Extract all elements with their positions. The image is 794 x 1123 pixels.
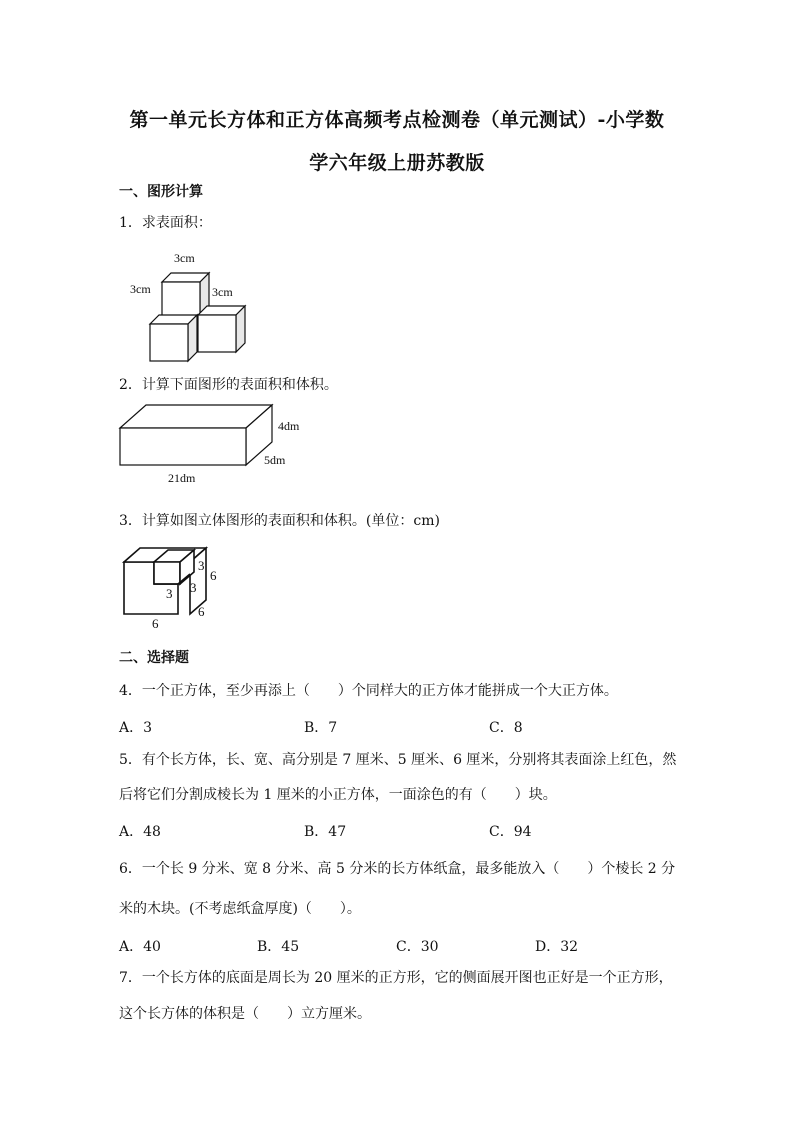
q2-label-height: 4dm xyxy=(278,419,300,433)
q4-option-b[interactable]: B．7 xyxy=(304,720,338,736)
q5-option-c[interactable]: C．94 xyxy=(489,824,532,840)
q2-label-length: 21dm xyxy=(168,471,196,485)
q1-label-left: 3cm xyxy=(130,282,151,296)
q5-option-a[interactable]: A．48 xyxy=(119,824,161,840)
section-heading-choice: 二、选择题 xyxy=(119,650,189,666)
q6-option-c[interactable]: C．30 xyxy=(396,939,439,955)
question-3-figure xyxy=(118,542,228,630)
question-5-line1: 5．有个长方体，长、宽、高分别是 7 厘米、5 厘米、6 厘米，分别将其表面涂上红色，然 xyxy=(119,752,677,768)
q6-option-a[interactable]: A．40 xyxy=(119,939,161,955)
q1-label-right: 3cm xyxy=(212,285,233,299)
q3-label-side: 6 xyxy=(198,604,205,619)
q2-label-width: 5dm xyxy=(264,453,286,467)
q4-option-c[interactable]: C．8 xyxy=(489,720,523,736)
section-heading-figure-calc: 一、图形计算 xyxy=(119,184,203,200)
question-6-line2: 米的木块。(不考虑纸盒厚度)（ ）。 xyxy=(119,901,361,917)
q3-label-upper: 6 xyxy=(210,568,217,583)
q3-label-notch-a: 3 xyxy=(198,558,205,573)
question-2-figure xyxy=(118,402,308,484)
question-7-line1: 7．一个长方体的底面是周长为 20 厘米的正方形，它的侧面展开图也正好是一个正方形， xyxy=(119,970,673,986)
question-7-line2: 这个长方体的体积是（ ）立方厘米。 xyxy=(119,1006,371,1022)
question-4-text: 4．一个正方体，至少再添上（ ）个同样大的正方体才能拼成一个大正方体。 xyxy=(119,683,618,699)
question-6-line1: 6．一个长 9 分米、宽 8 分米、高 5 分米的长方体纸盒，最多能放入（ ）个棱长 2 分 xyxy=(119,861,676,877)
question-1-text: 1．求表面积： xyxy=(119,215,212,231)
q6-option-b[interactable]: B．45 xyxy=(257,939,300,955)
q3-label-notch-b: 3 xyxy=(190,580,197,595)
page-title-line2: 学六年级上册苏教版 xyxy=(309,152,485,174)
question-5-line2: 后将它们分割成棱长为 1 厘米的小正方体，一面涂色的有（ ）块。 xyxy=(119,787,557,803)
question-2-text: 2．计算下面图形的表面积和体积。 xyxy=(119,377,338,393)
q4-option-a[interactable]: A．3 xyxy=(119,720,153,736)
q6-option-d[interactable]: D．32 xyxy=(535,939,579,955)
question-3-text: 3．计算如图立体图形的表面积和体积。(单位：cm) xyxy=(119,513,440,529)
q1-label-top: 3cm xyxy=(174,251,195,265)
q5-option-b[interactable]: B．47 xyxy=(304,824,347,840)
q3-label-bottom: 6 xyxy=(152,616,159,631)
q3-label-notch-c: 3 xyxy=(166,586,173,601)
question-1-figure xyxy=(120,248,260,366)
page-title-line1: 第一单元长方体和正方体高频考点检测卷（单元测试）-小学数 xyxy=(129,109,665,131)
